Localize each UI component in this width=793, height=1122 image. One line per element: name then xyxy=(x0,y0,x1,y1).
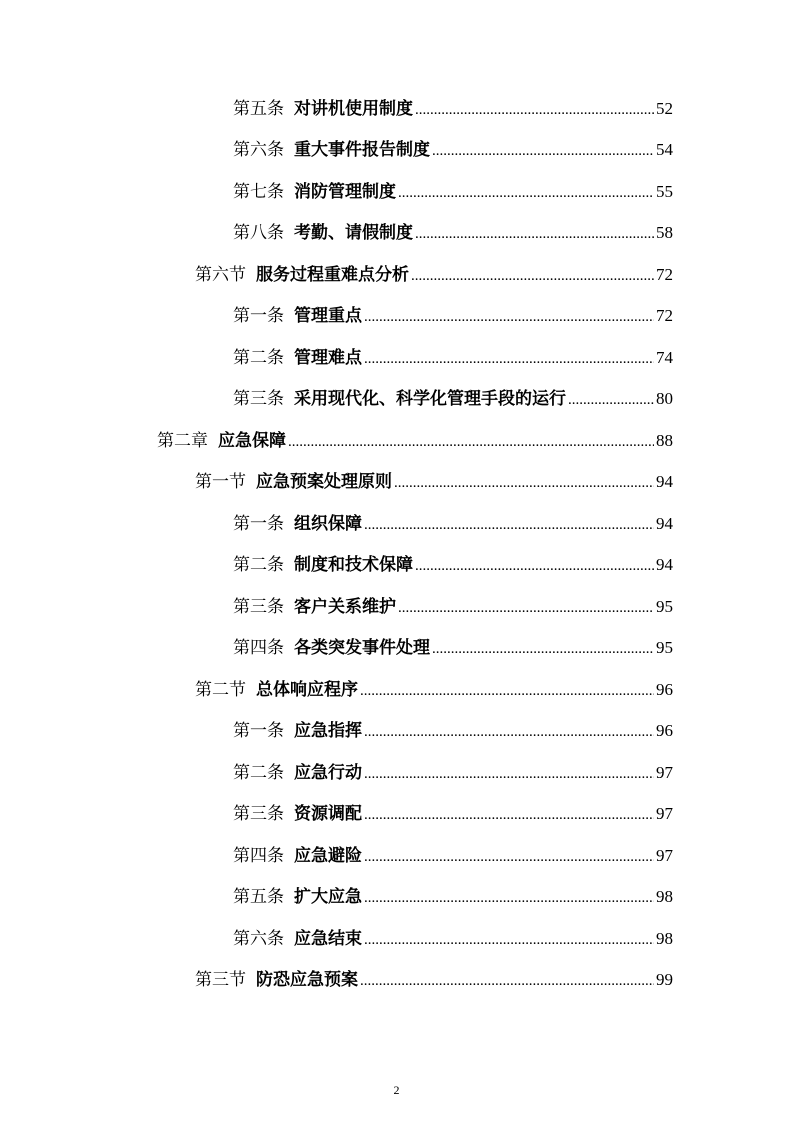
toc-entry-number: 第八条 xyxy=(233,223,284,244)
toc-entry-page: 97 xyxy=(656,804,673,824)
dot-leader xyxy=(360,974,654,989)
toc-entry-number: 第二章 xyxy=(157,430,208,451)
toc-entry-page: 72 xyxy=(656,306,673,326)
toc-entry[interactable] xyxy=(0,171,793,213)
toc-entry[interactable] xyxy=(0,296,793,338)
toc-entry[interactable] xyxy=(0,88,793,130)
dot-leader xyxy=(288,435,654,450)
dot-leader xyxy=(568,393,654,408)
toc-entry-title: 管理难点 xyxy=(294,347,362,368)
toc-entry[interactable] xyxy=(0,918,793,960)
toc-entry-title: 对讲机使用制度 xyxy=(294,98,413,119)
toc-entry-page: 97 xyxy=(656,762,673,782)
toc-entry-title: 服务过程重难点分析 xyxy=(256,264,409,285)
dot-leader xyxy=(415,103,654,118)
toc-entry-page: 95 xyxy=(656,596,673,616)
toc-entry-number: 第一条 xyxy=(233,306,284,327)
dot-leader xyxy=(364,933,654,948)
toc-entry-page: 52 xyxy=(656,98,673,118)
toc-entry-number: 第五条 xyxy=(233,887,284,908)
dot-leader xyxy=(398,186,654,201)
toc-entry-number: 第六节 xyxy=(195,264,246,285)
toc-entry[interactable] xyxy=(0,586,793,628)
dot-leader xyxy=(398,601,654,616)
toc-entry[interactable] xyxy=(0,794,793,836)
toc-entry-page: 96 xyxy=(656,679,673,699)
table-of-contents xyxy=(0,88,793,1001)
toc-entry-title: 扩大应急 xyxy=(294,887,362,908)
toc-entry-number: 第一条 xyxy=(233,513,284,534)
toc-entry[interactable] xyxy=(0,503,793,545)
toc-entry-number: 第三条 xyxy=(233,804,284,825)
toc-entry-number: 第五条 xyxy=(233,98,284,119)
toc-entry-title: 资源调配 xyxy=(294,804,362,825)
toc-entry-title: 应急结束 xyxy=(294,928,362,949)
toc-entry-number: 第四条 xyxy=(233,845,284,866)
toc-entry-page: 98 xyxy=(656,887,673,907)
dot-leader xyxy=(364,310,654,325)
toc-entry-page: 95 xyxy=(656,638,673,658)
toc-entry-title: 应急预案处理原则 xyxy=(256,472,392,493)
toc-entry[interactable] xyxy=(0,337,793,379)
toc-entry-page: 98 xyxy=(656,928,673,948)
toc-entry-title: 应急保障 xyxy=(218,430,286,451)
toc-entry-number: 第四条 xyxy=(233,638,284,659)
toc-entry-page: 94 xyxy=(656,555,673,575)
toc-entry[interactable] xyxy=(0,379,793,421)
toc-entry-number: 第一条 xyxy=(233,721,284,742)
toc-entry-page: 80 xyxy=(656,389,673,409)
toc-entry-number: 第六条 xyxy=(233,140,284,161)
toc-entry-title: 客户关系维护 xyxy=(294,596,396,617)
toc-entry-page: 99 xyxy=(656,970,673,990)
page-number: 2 xyxy=(393,1083,400,1097)
toc-entry-page: 74 xyxy=(656,347,673,367)
toc-entry-page: 94 xyxy=(656,472,673,492)
dot-leader xyxy=(364,891,654,906)
toc-entry-page: 94 xyxy=(656,513,673,533)
toc-entry-number: 第二条 xyxy=(233,555,284,576)
toc-entry-title: 应急指挥 xyxy=(294,721,362,742)
toc-entry-page: 72 xyxy=(656,264,673,284)
toc-entry-title: 防恐应急预案 xyxy=(256,970,358,991)
toc-entry-page: 96 xyxy=(656,721,673,741)
toc-entry-title: 消防管理制度 xyxy=(294,181,396,202)
toc-entry-title: 管理重点 xyxy=(294,306,362,327)
toc-entry-title: 考勤、请假制度 xyxy=(294,223,413,244)
toc-entry-number: 第一节 xyxy=(195,472,246,493)
dot-leader xyxy=(360,684,654,699)
dot-leader xyxy=(364,767,654,782)
toc-entry[interactable] xyxy=(0,420,793,462)
dot-leader xyxy=(364,808,654,823)
toc-entry[interactable] xyxy=(0,462,793,504)
toc-entry[interactable] xyxy=(0,835,793,877)
toc-entry[interactable] xyxy=(0,130,793,172)
toc-entry[interactable] xyxy=(0,213,793,255)
dot-leader xyxy=(364,352,654,367)
toc-entry-page: 58 xyxy=(656,223,673,243)
toc-entry-number: 第二节 xyxy=(195,679,246,700)
toc-entry-number: 第三节 xyxy=(195,970,246,991)
toc-entry-title: 总体响应程序 xyxy=(256,679,358,700)
toc-entry[interactable] xyxy=(0,752,793,794)
toc-entry-title: 重大事件报告制度 xyxy=(294,140,430,161)
toc-entry-number: 第七条 xyxy=(233,181,284,202)
dot-leader xyxy=(432,642,654,657)
toc-entry-title: 各类突发事件处理 xyxy=(294,638,430,659)
toc-entry-page: 97 xyxy=(656,845,673,865)
toc-entry-page: 55 xyxy=(656,181,673,201)
dot-leader xyxy=(411,269,654,284)
toc-entry-title: 采用现代化、科学化管理手段的运行 xyxy=(294,389,566,410)
toc-entry-number: 第三条 xyxy=(233,596,284,617)
toc-entry-number: 第六条 xyxy=(233,928,284,949)
toc-entry[interactable] xyxy=(0,545,793,587)
toc-entry-page: 88 xyxy=(656,430,673,450)
toc-entry-page: 54 xyxy=(656,140,673,160)
toc-entry[interactable] xyxy=(0,669,793,711)
toc-entry-title: 应急避险 xyxy=(294,845,362,866)
toc-entry[interactable] xyxy=(0,711,793,753)
toc-entry-title: 制度和技术保障 xyxy=(294,555,413,576)
toc-entry-title: 组织保障 xyxy=(294,513,362,534)
dot-leader xyxy=(364,725,654,740)
toc-entry[interactable] xyxy=(0,628,793,670)
dot-leader xyxy=(415,227,654,242)
toc-entry-number: 第三条 xyxy=(233,389,284,410)
toc-entry-title: 应急行动 xyxy=(294,762,362,783)
dot-leader xyxy=(364,518,654,533)
toc-entry-number: 第二条 xyxy=(233,762,284,783)
toc-entry[interactable] xyxy=(0,960,793,1002)
dot-leader xyxy=(394,476,654,491)
toc-entry[interactable] xyxy=(0,877,793,919)
toc-entry-number: 第二条 xyxy=(233,347,284,368)
dot-leader xyxy=(415,559,654,574)
dot-leader xyxy=(432,144,654,159)
toc-entry[interactable] xyxy=(0,254,793,296)
dot-leader xyxy=(364,850,654,865)
